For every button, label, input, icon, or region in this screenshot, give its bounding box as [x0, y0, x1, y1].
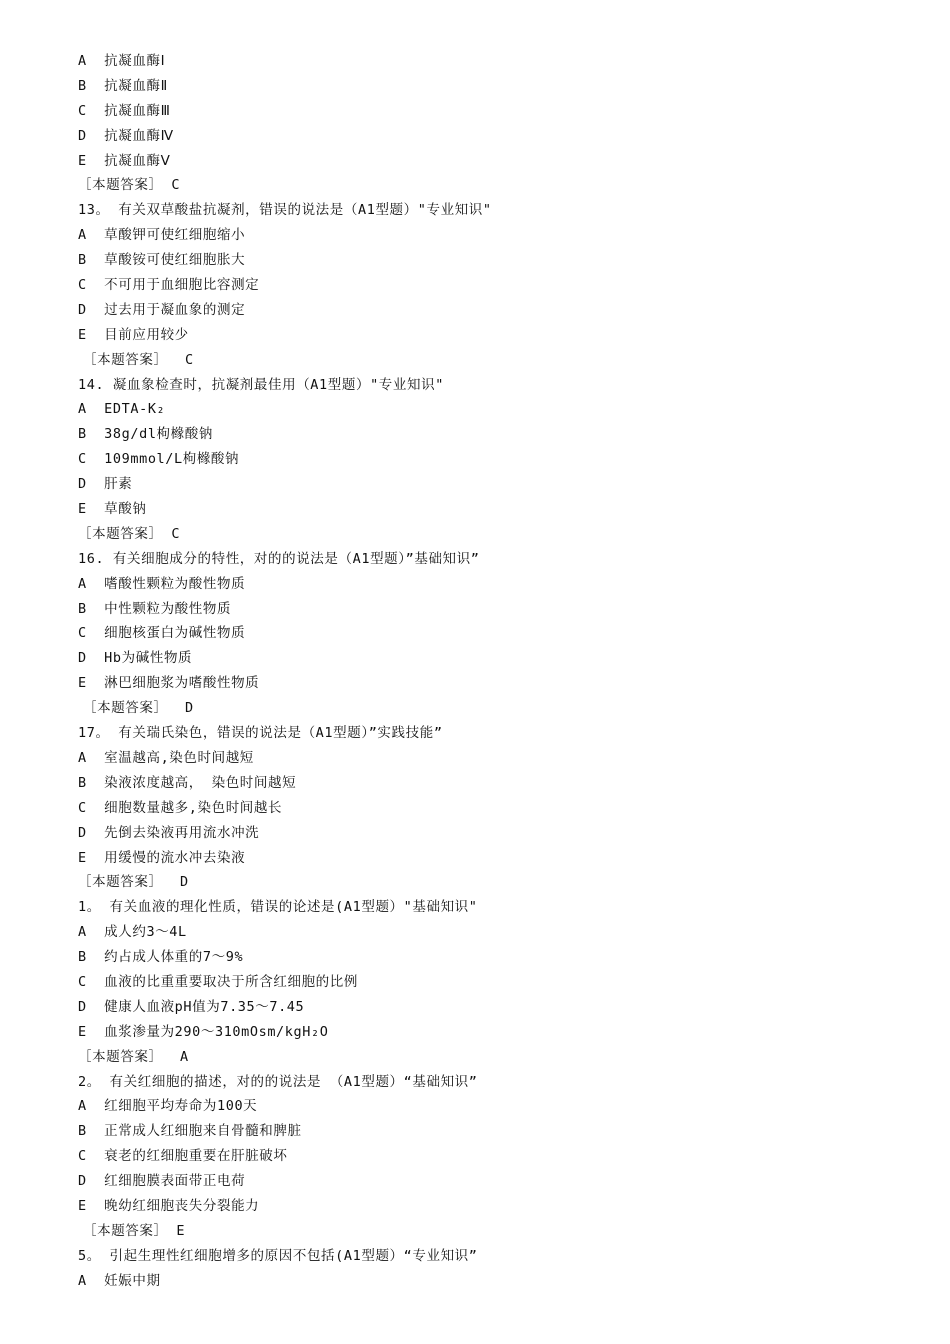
answer-option: B 38g/dl枸橼酸钠: [78, 426, 213, 443]
answer-option: A 草酸钾可使红细胞缩小: [78, 227, 246, 244]
answer-option: B 抗凝血酶Ⅱ: [78, 77, 168, 94]
answer-option: D 肝素: [78, 476, 133, 493]
question-text: 1。 有关血液的理化性质，错误的论述是(A1型题）"基础知识": [78, 899, 478, 916]
answer-option: D 健康人血液pH值为7.35～7.45: [78, 998, 305, 1015]
answer-option: E 晚幼红细胞丧失分裂能力: [78, 1197, 260, 1214]
answer-option: C 109mmol/L枸橼酸钠: [78, 451, 240, 468]
answer-option: D 过去用于凝血象的测定: [78, 301, 246, 318]
question-text: 13。 有关双草酸盐抗凝剂，错误的说法是（A1型题）"专业知识": [78, 202, 492, 219]
answer-key: ［本题答案］ D: [78, 874, 189, 891]
answer-key: ［本题答案］ A: [78, 1048, 189, 1065]
answer-option: D 抗凝血酶Ⅳ: [78, 127, 174, 144]
answer-option: E 淋巴细胞浆为嗜酸性物质: [78, 675, 260, 692]
answer-key: ［本题答案］ D: [83, 700, 194, 717]
answer-option: A EDTA-K₂: [78, 401, 166, 418]
question-text: 16. 有关细胞成分的特性，对的的说法是（A1型题）”基础知识”: [78, 550, 480, 567]
answer-key: ［本题答案］ C: [78, 177, 181, 194]
answer-key: ［本题答案］ C: [78, 525, 181, 542]
question-text: 5。 引起生理性红细胞增多的原因不包括(A1型题）“专业知识”: [78, 1247, 478, 1264]
answer-option: E 目前应用较少: [78, 326, 189, 343]
answer-option: C 血液的比重重要取决于所含红细胞的比例: [78, 973, 358, 990]
answer-option: A 嗜酸性颗粒为酸性物质: [78, 575, 246, 592]
answer-option: C 衰老的红细胞重要在肝脏破坏: [78, 1148, 288, 1165]
answer-option: D Hb为碱性物质: [78, 650, 193, 667]
answer-option: D 红细胞膜表面带正电荷: [78, 1173, 246, 1190]
question-text: 14. 凝血象检查时，抗凝剂最佳用（A1型题）"专业知识": [78, 376, 444, 393]
answer-option: C 细胞数量越多,染色时间越长: [78, 799, 283, 816]
answer-option: A 成人约3～4L: [78, 924, 187, 941]
question-text: 17。 有关瑞氏染色，错误的说法是（A1型题）”实践技能”: [78, 725, 443, 742]
answer-option: A 红细胞平均寿命为100天: [78, 1098, 258, 1115]
answer-option: B 正常成人红细胞来自骨髓和脾脏: [78, 1123, 302, 1140]
answer-option: E 用缓慢的流水冲去染液: [78, 849, 246, 866]
answer-option: C 不可用于血细胞比容测定: [78, 277, 260, 294]
answer-option: C 抗凝血酶Ⅲ: [78, 102, 171, 119]
question-text: 2。 有关红细胞的描述，对的的说法是 （A1型题）“基础知识”: [78, 1073, 478, 1090]
answer-option: B 约占成人体重的7～9%: [78, 949, 244, 966]
answer-option: E 血浆渗量为290～310mOsm/kgH₂O: [78, 1023, 329, 1040]
answer-option: E 抗凝血酶Ⅴ: [78, 152, 171, 169]
answer-option: E 草酸钠: [78, 501, 147, 518]
answer-option: A 抗凝血酶Ⅰ: [78, 53, 166, 69]
document-body: [78, 49, 918, 1294]
answer-option: A 妊娠中期: [78, 1272, 161, 1289]
answer-option: C 细胞核蛋白为碱性物质: [78, 625, 246, 642]
answer-option: B 染液浓度越高， 染色时间越短: [78, 774, 297, 791]
answer-option: B 中性颗粒为酸性物质: [78, 600, 232, 617]
answer-option: A 室温越高,染色时间越短: [78, 749, 254, 766]
answer-key: ［本题答案］ E: [83, 1222, 186, 1239]
answer-option: D 先倒去染液再用流水冲洗: [78, 824, 260, 841]
answer-option: B 草酸铵可使红细胞胀大: [78, 252, 246, 269]
answer-key: ［本题答案］ C: [83, 351, 194, 368]
